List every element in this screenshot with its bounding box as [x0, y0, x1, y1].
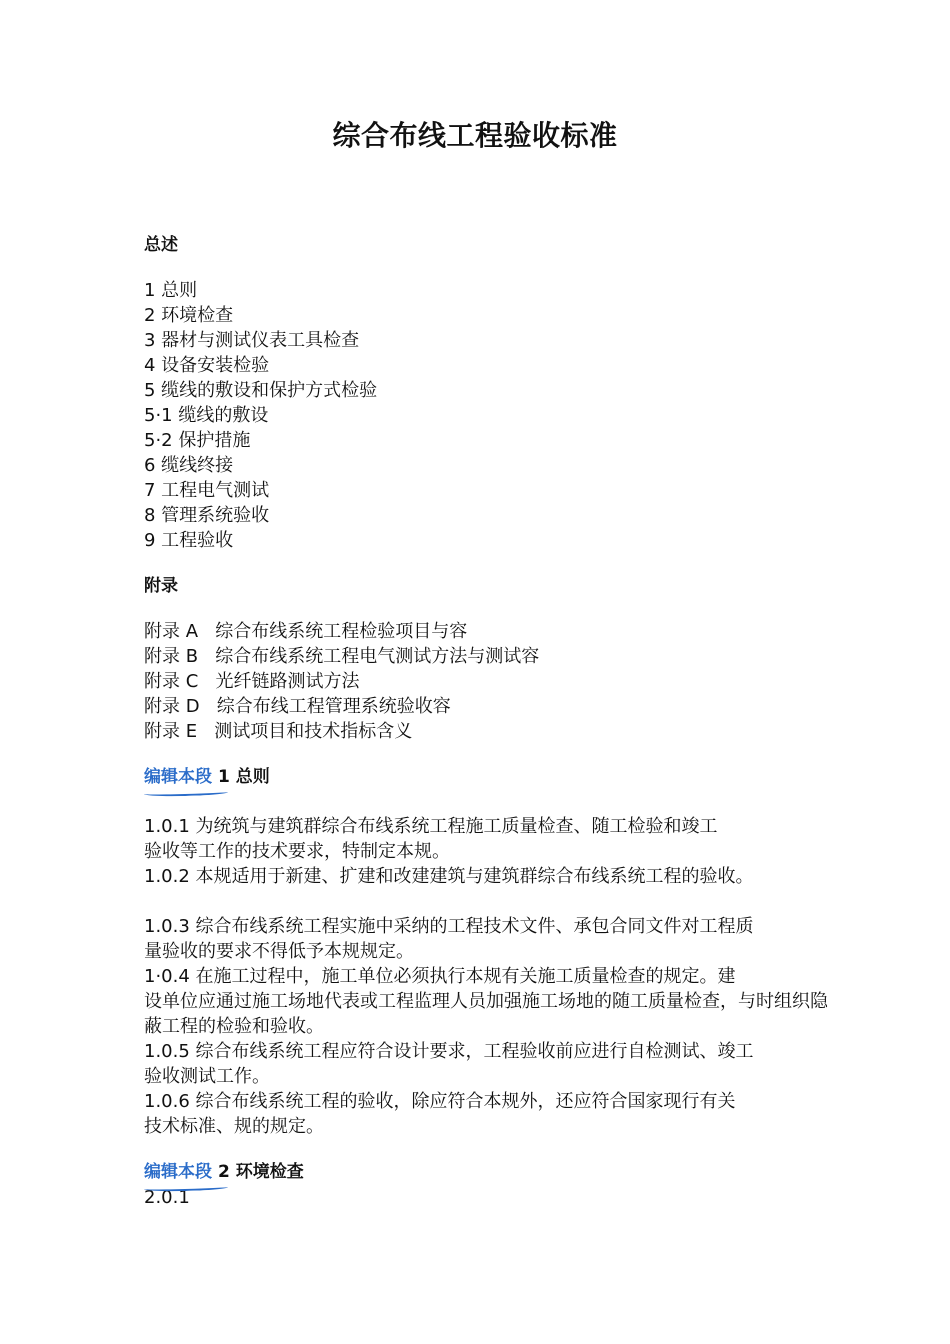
- section-1-body: [144, 814, 844, 1139]
- appendix-list: [144, 619, 844, 744]
- appendix-label: 附录 A: [144, 621, 199, 642]
- appendix-label: 附录 B: [144, 646, 199, 667]
- toc-item: 8 管理系统验收: [144, 505, 270, 526]
- appendix-item: [144, 719, 844, 744]
- toc-item: 2 环境检查: [144, 305, 234, 326]
- paragraph-line: 2.0.1: [144, 1187, 190, 1208]
- appendix-item: [144, 619, 844, 644]
- toc-item: 3 器材与测试仪表工具检查: [144, 330, 360, 351]
- toc-list: [144, 278, 844, 553]
- appendix-label: 附录 D: [144, 696, 200, 717]
- section-2-body: [144, 1185, 844, 1210]
- toc-item: 4 设备安装检验: [144, 355, 270, 376]
- toc-item: 5·1 缆线的敷设: [144, 405, 269, 426]
- toc-item: 9 工程验收: [144, 530, 234, 551]
- edit-section-link[interactable]: 编辑本段: [144, 765, 212, 790]
- appendix-item: [144, 694, 844, 719]
- toc-item: 5·2 保护措施: [144, 430, 251, 451]
- document-body: [144, 233, 844, 1210]
- overview-heading: 总述: [144, 235, 178, 255]
- appendix-text: 综合布线工程管理系统验收容: [216, 696, 451, 717]
- section-2-heading: 2 环境检查: [218, 1162, 304, 1182]
- paragraph-line: 1.0.3 综合布线系统工程实施中采纳的工程技术文件、承包合同文件对工程质: [144, 916, 754, 937]
- paragraph-line: 验收等工作的技术要求，特制定本规。: [144, 841, 450, 862]
- paragraph-line: 1.0.2 本规适用于新建、扩建和改建建筑与建筑群综合布线系统工程的验收。: [144, 866, 754, 887]
- paragraph-line: 设单位应通过施工场地代表或工程监理人员加强施工场地的随工质量检查，与时组织隐: [144, 991, 828, 1012]
- paragraph-line: 1.0.6 综合布线系统工程的验收，除应符合本规外，还应符合国家现行有关: [144, 1091, 736, 1112]
- appendix-item: [144, 644, 844, 669]
- paragraph-line: 验收测试工作。: [144, 1066, 270, 1087]
- toc-item: 1 总则: [144, 280, 198, 301]
- paragraph-line: 1·0.4 在施工过程中，施工单位必须执行本规有关施工质量检查的规定。建: [144, 966, 736, 987]
- toc-item: 5 缆线的敷设和保护方式检验: [144, 380, 378, 401]
- appendix-heading: 附录: [144, 576, 178, 596]
- section-2-header: [144, 1160, 844, 1185]
- paragraph-line: 量验收的要求不得低予本规规定。: [144, 941, 414, 962]
- appendix-label: 附录 C: [144, 671, 199, 692]
- blank-line: [144, 889, 844, 914]
- section-1-heading: 1 总则: [218, 767, 270, 787]
- appendix-text: 综合布线系统工程检验项目与容: [215, 621, 468, 642]
- appendix-item: [144, 669, 844, 694]
- appendix-label: 附录 E: [144, 721, 198, 742]
- paragraph-line: 技术标准、规的规定。: [144, 1116, 324, 1137]
- toc-item: 7 工程电气测试: [144, 480, 270, 501]
- paragraph-line: 1.0.1 为统筑与建筑群综合布线系统工程施工质量检查、随工检验和竣工: [144, 816, 718, 837]
- paragraph-line: 1.0.5 综合布线系统工程应符合设计要求，工程验收前应进行自检测试、竣工: [144, 1041, 754, 1062]
- paragraph-line: 蔽工程的检验和验收。: [144, 1016, 324, 1037]
- edit-section-link[interactable]: 编辑本段: [144, 1160, 212, 1185]
- section-1-header: [144, 765, 844, 790]
- appendix-text: 综合布线系统工程电气测试方法与测试容: [215, 646, 540, 667]
- appendix-text: 光纤链路测试方法: [215, 671, 360, 692]
- toc-item: 6 缆线终接: [144, 455, 234, 476]
- document-title: 综合布线工程验收标准: [332, 119, 618, 152]
- appendix-text: 测试项目和技术指标含义: [214, 721, 413, 742]
